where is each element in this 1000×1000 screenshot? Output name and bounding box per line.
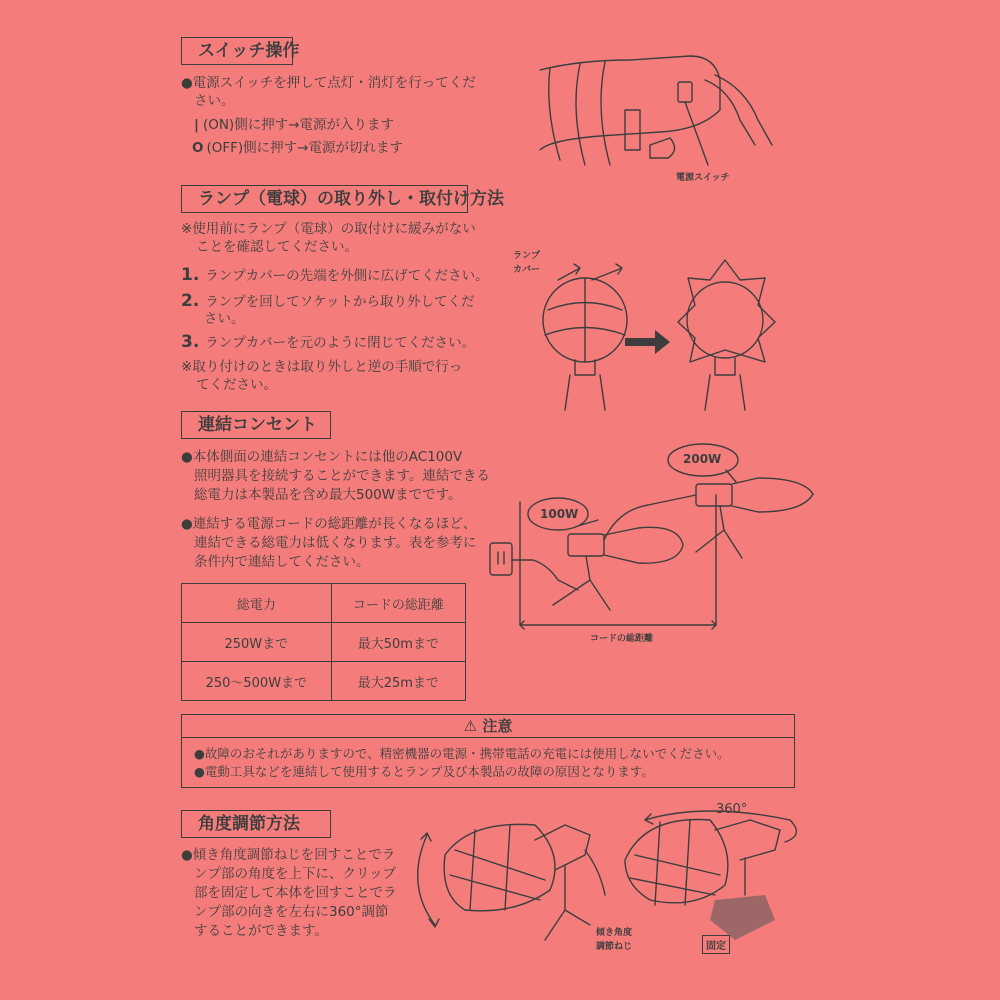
switch-on-row bbox=[194, 116, 394, 135]
angle-tilt-illustration bbox=[415, 815, 615, 955]
lamp-cover-label-line2: カバー bbox=[513, 265, 541, 275]
outlet-section-title: 連結コンセント bbox=[181, 411, 331, 439]
table-header-row bbox=[182, 584, 466, 623]
step-number: 1. bbox=[181, 265, 200, 285]
angle-text-line5: することができます。 bbox=[194, 923, 328, 939]
outlet-connection-illustration bbox=[488, 440, 828, 645]
outlet-bullet1-line3: 総電力は本製品を含め最大500Wまでです。 bbox=[194, 487, 462, 503]
lamp-note2-line2: てください。 bbox=[196, 377, 277, 393]
tilt-screw-label-line2: 調節ねじ bbox=[596, 942, 633, 952]
lamp-cover-label-line1: ランプ bbox=[513, 251, 541, 261]
table-row bbox=[182, 623, 466, 662]
angle-section-title: 角度調節方法 bbox=[181, 810, 331, 838]
table-cell: 最大50mまで bbox=[331, 623, 465, 662]
warning-icon: ⚠ bbox=[463, 717, 478, 735]
caution-box bbox=[181, 714, 795, 788]
table-cell: 250〜500Wまで bbox=[182, 662, 332, 701]
power-distance-table bbox=[181, 583, 466, 701]
step-number: 2. bbox=[181, 291, 200, 311]
rotate-360-label: 360° bbox=[716, 802, 748, 817]
lamp-note1-line1: ※使用前にランプ（電球）の取付けに緩みがない bbox=[181, 221, 476, 237]
power-switch-label: 電源スイッチ bbox=[676, 173, 730, 183]
step-text: ランプを回してソケットから取り外してくだ bbox=[205, 294, 475, 310]
switch-instruction-line1: ●電源スイッチを押して点灯・消灯を行ってくだ bbox=[181, 75, 476, 91]
wall-outlet-icon bbox=[490, 543, 512, 575]
lamp-200w-body bbox=[696, 484, 732, 506]
on-symbol: | bbox=[194, 117, 199, 133]
step-text: ランプカバーの先端を外側に広げてください。 bbox=[205, 268, 489, 284]
label-200w: 200W bbox=[683, 452, 722, 466]
step-number: 3. bbox=[181, 332, 200, 352]
off-symbol: O bbox=[192, 140, 204, 156]
lamp-step-3 bbox=[181, 333, 475, 353]
tilt-arrow bbox=[418, 835, 435, 925]
lamp-note2-line1: ※取り付けのときは取り外しと逆の手順で行っ bbox=[181, 359, 463, 375]
clip-base bbox=[710, 895, 775, 940]
cord-distance-label: コードの総距離 bbox=[590, 634, 654, 644]
angle-text-line2: ンプ部の角度を上下に、クリップ bbox=[194, 866, 396, 882]
lamp-step-1 bbox=[181, 266, 489, 286]
table-header-cell: 総電力 bbox=[182, 584, 332, 623]
lamp-step-2-cont: さい。 bbox=[204, 311, 245, 327]
step-text: ランプカバーを元のように閉じてください。 bbox=[205, 335, 476, 351]
tilt-screw-label-line1: 傾き角度 bbox=[596, 928, 633, 938]
table-cell: 最大25mまで bbox=[331, 662, 465, 701]
switch-section-title: スイッチ操作 bbox=[181, 37, 293, 65]
lamp-open bbox=[687, 282, 763, 358]
switch-illustration bbox=[540, 40, 790, 180]
switch-on-text: (ON)側に押す→電源が入ります bbox=[202, 117, 395, 133]
angle-text-line3: 部を固定して本体を回すことでラ bbox=[194, 885, 397, 901]
lamp-note1-line2: ことを確認してください。 bbox=[196, 239, 358, 255]
table-header-cell: コードの総距離 bbox=[331, 584, 465, 623]
table-row bbox=[182, 662, 466, 701]
label-100w: 100W bbox=[540, 507, 579, 521]
caution-line-1: ●故障のおそれがありますので、精密機器の電源・携帯電話の充電には使用しないでください。 bbox=[194, 746, 730, 761]
caution-title: 注意 bbox=[482, 717, 513, 735]
outlet-bullet2-line1: ●連結する電源コードの総距離が長くなるほど、 bbox=[181, 516, 477, 532]
table-cell: 250Wまで bbox=[182, 623, 332, 662]
fixed-label: 固定 bbox=[702, 935, 730, 954]
switch-off-text: (OFF)側に押す→電源が切れます bbox=[206, 140, 403, 156]
angle-text-line4: ンプ部の向きを左右に360°調節 bbox=[194, 904, 389, 920]
angle-text-line1: ●傾き角度調節ねじを回すことでラ bbox=[181, 847, 396, 863]
open-arrow-right bbox=[592, 264, 622, 280]
caution-header bbox=[182, 715, 794, 738]
lamp-step-2 bbox=[181, 292, 475, 312]
outlet-bullet2-line3: 条件内で連結してください。 bbox=[194, 554, 370, 570]
lamp-removal-illustration bbox=[530, 250, 790, 410]
caution-line-2: ●電動工具などを連結して使用するとランプ及び本製品の故障の原因となります。 bbox=[194, 764, 654, 779]
switch-off-row bbox=[192, 139, 403, 158]
switch-instruction-line2: さい。 bbox=[194, 93, 235, 109]
outlet-bullet1-line2: 照明器具を接続することができます。連結できる bbox=[194, 468, 490, 484]
outlet-bullet2-line2: 連結できる総電力は低くなります。表を参考に bbox=[194, 535, 477, 551]
lamp-100w-body bbox=[568, 534, 604, 556]
lamp-section-title: ランプ（電球）の取り外し・取付け方法 bbox=[181, 185, 468, 213]
open-arrow-left bbox=[558, 264, 580, 280]
step-arrow-icon bbox=[625, 330, 670, 354]
outlet-bullet1-line1: ●本体側面の連結コンセントには他のAC100V bbox=[181, 449, 463, 465]
